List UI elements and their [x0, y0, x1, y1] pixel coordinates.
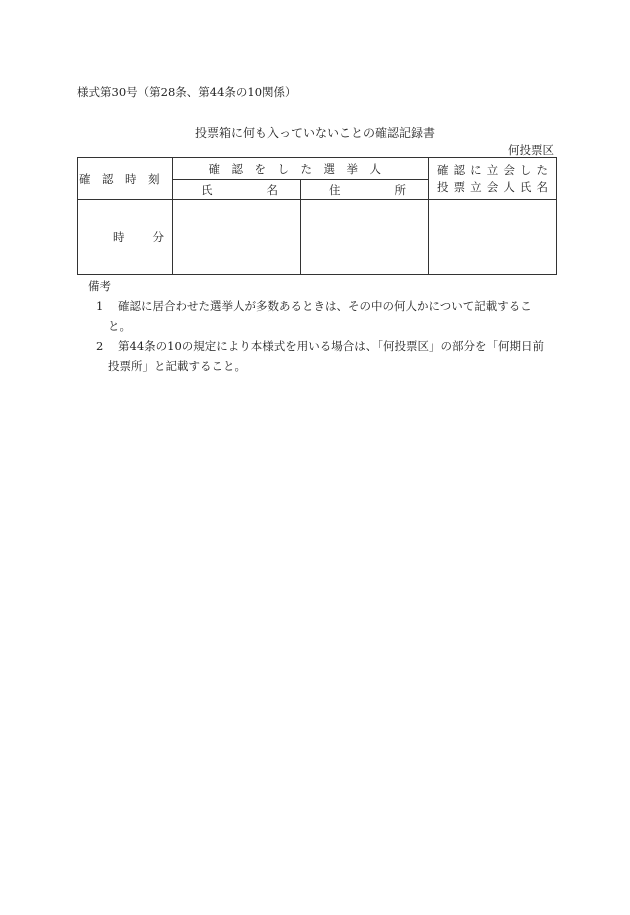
- witness-header-char: 人: [503, 179, 515, 194]
- remarks-label: 備考: [88, 279, 111, 293]
- witness-entry-cell: [429, 200, 557, 275]
- header-witness-name: [429, 158, 557, 200]
- witness-header-char: 票: [453, 179, 466, 194]
- form-number: 様式第30号（第28条、第44条の10関係）: [77, 85, 297, 99]
- name-entry-cell: [173, 200, 301, 275]
- witness-header-char: 氏: [519, 179, 532, 194]
- header-confirming-elector: 確認をした選挙人: [173, 158, 429, 180]
- witness-header-char: し: [519, 162, 532, 177]
- witness-header-char: に: [470, 162, 482, 177]
- hour-label: 時: [113, 230, 125, 244]
- header-address: 住 所: [301, 180, 429, 200]
- document-title: 投票箱に何も入っていないことの確認記録書: [194, 126, 435, 140]
- witness-header-char: 会: [486, 179, 499, 194]
- header-name: 氏 名: [173, 180, 301, 200]
- witness-header-char: 認: [453, 162, 466, 177]
- time-entry-cell: [78, 200, 173, 275]
- witness-header-char: 立: [486, 162, 499, 177]
- remark-item-1: 1 確認に居合わせた選挙人が多数あるときは、その中の何人かについて記載するこ と。: [96, 299, 532, 333]
- witness-header-char: た: [536, 162, 548, 177]
- header-confirmation-time: 確認時刻: [78, 158, 173, 200]
- confirmation-record-table: [77, 157, 557, 275]
- witness-header-char: 立: [470, 179, 482, 194]
- witness-header-char: 名: [536, 179, 548, 194]
- district-label: 何投票区: [508, 143, 554, 157]
- remark-item-2: 2 第44条の10の規定により本様式を用いる場合は、「何投票区」の部分を「何期日前 投票所」と記載すること。: [96, 339, 545, 373]
- witness-header-char: 投: [437, 179, 449, 194]
- witness-header-char: 会: [503, 162, 515, 177]
- minute-label: 分: [152, 230, 164, 244]
- address-entry-cell: [301, 200, 429, 275]
- witness-header-char: 確: [437, 162, 449, 177]
